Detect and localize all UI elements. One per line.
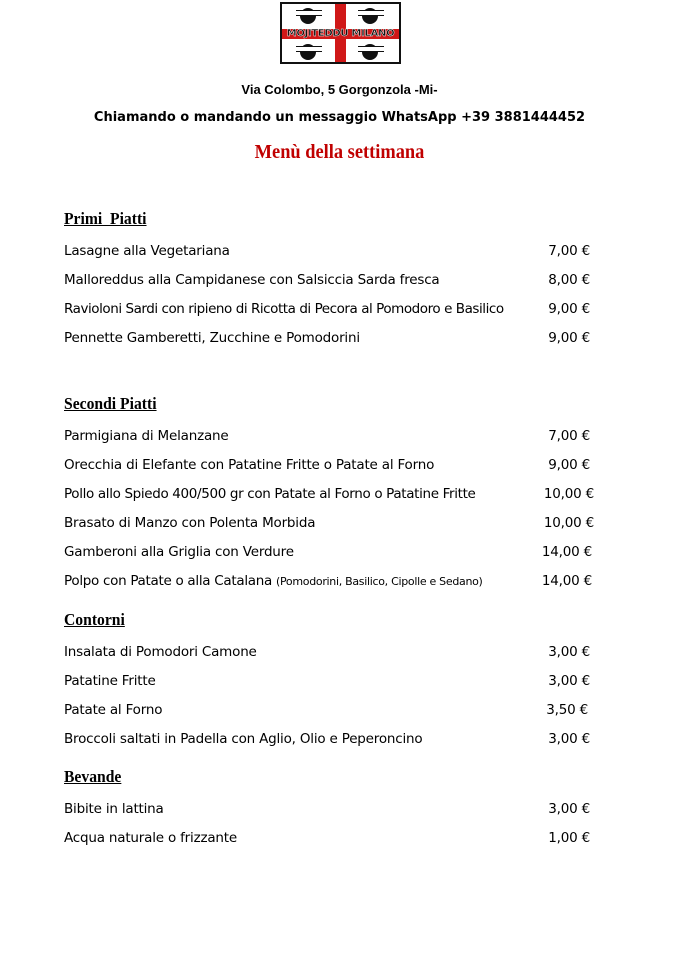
menu-item	[64, 428, 594, 448]
item-name: Orecchia di Elefante con Patatine Fritte o Patate al Forno	[64, 457, 435, 473]
menu-item	[64, 830, 594, 850]
item-name: Bibite in lattina	[64, 801, 164, 817]
item-price: 9,00 €	[548, 457, 590, 473]
item-price: 3,00 €	[548, 644, 590, 660]
menu-title: Menù della settimana	[254, 141, 425, 163]
menu-item	[64, 731, 594, 751]
address: Via Colombo, 5 Gorgonzola -Mi-	[241, 82, 438, 97]
item-price: 14,00 €	[541, 544, 592, 560]
section-title-secondi: Secondi Piatti	[64, 394, 157, 413]
item-price: 3,00 €	[548, 673, 590, 689]
item-price: 10,00 €	[543, 515, 594, 531]
item-name: Parmigiana di Melanzane	[64, 428, 229, 444]
menu-item	[64, 801, 594, 821]
contact-phone: Chiamando o mandando un messaggio WhatsApp +39 3881444452	[93, 110, 586, 125]
menu-item	[64, 330, 594, 350]
menu-item	[64, 573, 594, 593]
menu-item	[64, 644, 594, 664]
moor-head-icon	[294, 43, 324, 61]
logo-text: MOJITEDDU MILANO	[286, 28, 395, 39]
item-price: 3,00 €	[548, 801, 590, 817]
menu-item	[64, 702, 594, 722]
menu-item	[64, 457, 594, 477]
item-price: 9,00 €	[548, 301, 590, 317]
item-price: 7,00 €	[548, 243, 590, 259]
item-name: Pollo allo Spiedo 400/500 gr con Patate al Forno o Patatine Fritte	[64, 486, 476, 502]
item-name: Insalata di Pomodori Camone	[64, 644, 257, 660]
item-name: Broccoli saltati in Padella con Aglio, Olio e Peperoncino	[64, 731, 423, 747]
moor-head-icon	[294, 7, 324, 25]
restaurant-logo	[280, 2, 401, 64]
menu-item	[64, 301, 594, 321]
item-name: Brasato di Manzo con Polenta Morbida	[64, 515, 316, 531]
section-title-bevande: Bevande	[64, 767, 122, 786]
item-name: Gamberoni alla Griglia con Verdure	[64, 544, 294, 560]
item-price: 3,00 €	[548, 731, 590, 747]
menu-item	[64, 486, 594, 506]
moor-head-icon	[356, 7, 386, 25]
item-name: Malloreddus alla Campidanese con Salsiccia Sarda fresca	[64, 272, 440, 288]
item-price: 8,00 €	[548, 272, 590, 288]
item-price: 10,00 €	[543, 486, 594, 502]
item-name: Pennette Gamberetti, Zucchine e Pomodorini	[64, 330, 360, 346]
section-title-primi: Primi Piatti	[64, 209, 147, 228]
menu-item	[64, 544, 594, 564]
item-price: 1,00 €	[548, 830, 590, 846]
item-name: Acqua naturale o frizzante	[64, 830, 237, 846]
item-name: Patatine Fritte	[64, 673, 156, 689]
item-note: (Pomodorini, Basilico, Cipolle e Sedano)	[276, 575, 483, 588]
item-price: 3,50 €	[546, 702, 588, 718]
moor-head-icon	[356, 43, 386, 61]
item-name: Lasagne alla Vegetariana	[64, 243, 230, 259]
item-name: Ravioloni Sardi con ripieno di Ricotta di Pecora al Pomodoro e Basilico	[64, 301, 504, 317]
menu-item	[64, 272, 594, 292]
item-name: Patate al Forno	[64, 702, 163, 718]
section-title-contorni: Contorni	[64, 610, 125, 629]
item-name: Polpo con Patate o alla Catalana	[64, 573, 272, 589]
menu-item	[64, 515, 594, 535]
item-price: 14,00 €	[541, 573, 592, 589]
item-price: 7,00 €	[548, 428, 590, 444]
menu-item	[64, 243, 594, 263]
menu-item	[64, 673, 594, 693]
item-price: 9,00 €	[548, 330, 590, 346]
